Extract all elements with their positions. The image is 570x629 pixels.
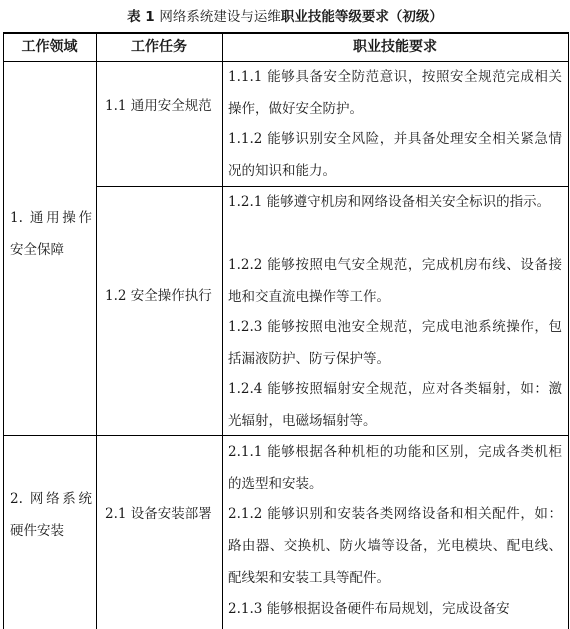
column-divider-1	[96, 32, 97, 629]
requirement-1-2-1: 1.2.1 能够遵守机房和网络设备相关安全标识的指示。	[228, 194, 551, 210]
header-work-area: 工作领域	[21, 39, 78, 55]
caption-prefix: 表 1	[127, 9, 160, 25]
requirement-2-1-2: 2.1.2 能够识别和安装各类网络设备和相关配件，如：路由器、交换机、防火墙等设备，光电模块、配电线、配线架和安装工具等配件。	[228, 506, 562, 586]
requirement-1-2-3: 1.2.3 能够按照电池安全规范，完成电池系统操作，包括漏液防护、防亏保护等。	[228, 319, 562, 367]
requirement-2-1-3: 2.1.3 能够根据设备硬件布局规划，完成设备安	[228, 601, 510, 617]
requirement-1-2-4: 1.2.4 能够按照辐射安全规范，应对各类辐射，如：激光辐射，电磁场辐射等。	[228, 381, 562, 429]
header-work-task: 工作任务	[131, 39, 187, 55]
work-task-2-1: 2.1 设备安装部署	[105, 506, 212, 522]
work-task-1-2: 1.2 安全操作执行	[105, 288, 212, 304]
work-area-1: 1. 通用操作安全保障	[10, 210, 92, 258]
column-divider-2	[222, 32, 223, 629]
table-left-border	[3, 32, 4, 629]
requirement-1-1-1: 1.1.1 能够具备安全防范意识，按照安全规范完成相关操作，做好安全防护。	[228, 69, 562, 117]
header-skill-requirement: 职业技能要求	[353, 39, 437, 55]
requirement-1-2-2: 1.2.2 能够按照电气安全规范，完成机房布线、设备接地和交直流电操作等工作。	[228, 257, 562, 305]
work-task-1-1: 1.1 通用安全规范	[105, 98, 212, 114]
caption-title: 网络系统建设与运维	[159, 9, 281, 25]
table-right-border	[568, 32, 569, 629]
table-top-border	[3, 32, 569, 34]
requirement-2-1-1: 2.1.1 能够根据各种机柜的功能和区别，完成各类机柜的选型和安装。	[228, 444, 562, 492]
work-area-2: 2. 网络系统硬件安装	[10, 491, 92, 539]
requirement-1-1-2: 1.1.2 能够识别安全风险，并具备处理安全相关紧急情况的知识和能力。	[228, 131, 562, 179]
caption-suffix: 职业技能等级要求（初级）	[280, 9, 443, 25]
